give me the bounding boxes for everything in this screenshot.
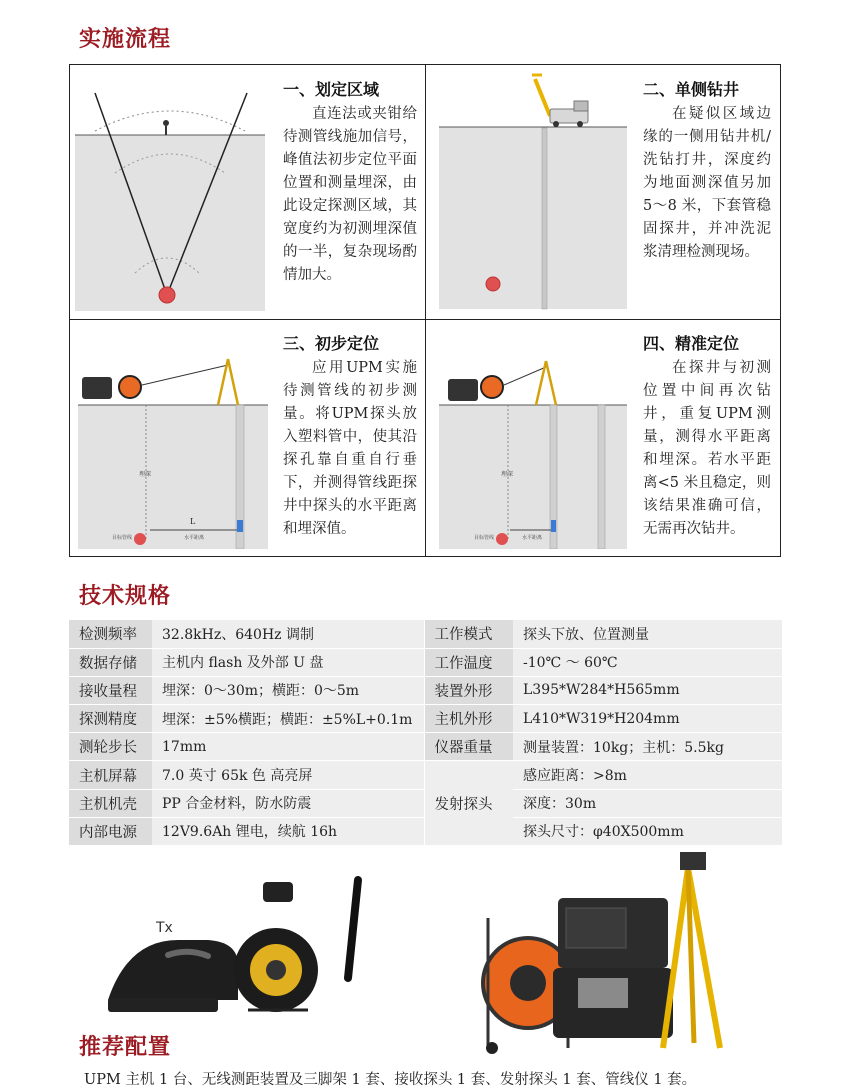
step2-title: 二、单侧钻井 bbox=[643, 80, 740, 99]
step3-title: 三、初步定位 bbox=[283, 334, 380, 353]
step3-pipe-label: 目标管线 bbox=[112, 535, 133, 541]
spec-key: 仪器重量 bbox=[424, 733, 513, 761]
tx-label: Tx bbox=[156, 920, 173, 936]
spec-key: 数据存储 bbox=[69, 648, 152, 676]
step1-figure bbox=[75, 73, 265, 311]
spec-key: 接收量程 bbox=[69, 676, 152, 704]
table-row bbox=[69, 676, 782, 704]
spec-key: 主机机壳 bbox=[69, 789, 152, 817]
spec-key: 工作模式 bbox=[424, 620, 513, 648]
spec-key: 发射探头 bbox=[424, 761, 513, 846]
table-row bbox=[69, 620, 782, 648]
step4-pipe-label: 目标管线 bbox=[474, 535, 495, 541]
spec-value: 探头尺寸：φ40X500mm bbox=[513, 817, 782, 845]
spec-value: L395*W284*H565mm bbox=[513, 676, 782, 704]
upm-device-photo bbox=[458, 848, 748, 1063]
spec-value: 7.0 英寸 65k 色 高亮屏 bbox=[152, 761, 424, 789]
step3-text: 应用UPM实施待测管线的初步测量。将UPM探头放入塑料管中，使其沿探孔靠自重自行垂下，并测得管线距探井中探头的水平距离和埋深值。 bbox=[283, 360, 417, 537]
spec-value: 深度：30m bbox=[513, 789, 782, 817]
step3-L-label: L bbox=[190, 517, 196, 526]
process-section-title: 实施流程 bbox=[79, 27, 172, 52]
spec-key: 装置外形 bbox=[424, 676, 513, 704]
step4-dist-label: 水平距离 bbox=[522, 535, 543, 541]
spec-value: 32.8kHz、640Hz 调制 bbox=[152, 620, 424, 648]
spec-value: 探头下放、位置测量 bbox=[513, 620, 782, 648]
step3-depth-label: 埋深 bbox=[139, 471, 152, 478]
step3-dist-label: 水平距离 bbox=[184, 535, 205, 541]
step2-figure bbox=[438, 71, 628, 311]
spec-value: 主机内 flash 及外部 U 盘 bbox=[152, 648, 424, 676]
spec-value: 测量装置：10kg；主机：5.5kg bbox=[513, 733, 782, 761]
step3-figure bbox=[78, 355, 268, 549]
spec-key: 检测频率 bbox=[69, 620, 152, 648]
spec-value: 埋深：±5%横距；横距：±5%L+0.1m bbox=[152, 705, 424, 733]
spec-key: 主机屏幕 bbox=[69, 761, 152, 789]
table-row bbox=[69, 761, 782, 789]
spec-value: L410*W319*H204mm bbox=[513, 705, 782, 733]
spec-value: 17mm bbox=[152, 733, 424, 761]
step4-depth-label: 埋深 bbox=[501, 471, 514, 478]
step4-text: 在探井与初测位置中间再次钻井，重复UPM测量，测得水平距离和埋深。若水平距离<5 米且稳定，则该结果准确可信，无需再次钻井。 bbox=[643, 360, 771, 537]
table-row bbox=[69, 733, 782, 761]
table-row bbox=[69, 648, 782, 676]
recommend-section-title: 推荐配置 bbox=[79, 1035, 172, 1060]
tx-transmitter-photo bbox=[98, 870, 368, 1020]
spec-key: 探测精度 bbox=[69, 705, 152, 733]
specs-section-title: 技术规格 bbox=[79, 584, 172, 609]
step1-text: 直连法或夹钳给待测管线施加信号，峰值法初步定位平面位置和测量埋深，由此设定探测区域，其宽度约为初测埋深值的一半，复杂现场酌情加大。 bbox=[283, 106, 417, 283]
specs-table bbox=[69, 620, 782, 846]
spec-value: -10℃ ～ 60℃ bbox=[513, 648, 782, 676]
step2-text: 在疑似区域边缘的一侧用钻井机/洗钻打井，深度约为地面测深值另加 5～8 米，下套管稳固探井，并冲洗泥浆清理检测现场。 bbox=[643, 106, 771, 260]
process-grid bbox=[69, 64, 781, 557]
spec-value: 12V9.6Ah 锂电，续航 16h bbox=[152, 817, 424, 845]
spec-key: 内部电源 bbox=[69, 817, 152, 845]
spec-key: 主机外形 bbox=[424, 705, 513, 733]
recommend-text: UPM 主机 1 台、无线测距装置及三脚架 1 套、接收探头 1 套、发射探头 1 套、管线仪 1 套。 bbox=[84, 1072, 697, 1088]
spec-value: PP 合金材料，防水防震 bbox=[152, 789, 424, 817]
spec-key: 工作温度 bbox=[424, 648, 513, 676]
step1-title: 一、划定区域 bbox=[283, 80, 380, 99]
step4-figure bbox=[438, 355, 628, 549]
step4-title: 四、精准定位 bbox=[643, 334, 740, 353]
spec-value: 埋深：0～30m；横距：0～5m bbox=[152, 676, 424, 704]
table-row bbox=[69, 705, 782, 733]
spec-value: 感应距离：>8m bbox=[513, 761, 782, 789]
spec-key: 测轮步长 bbox=[69, 733, 152, 761]
